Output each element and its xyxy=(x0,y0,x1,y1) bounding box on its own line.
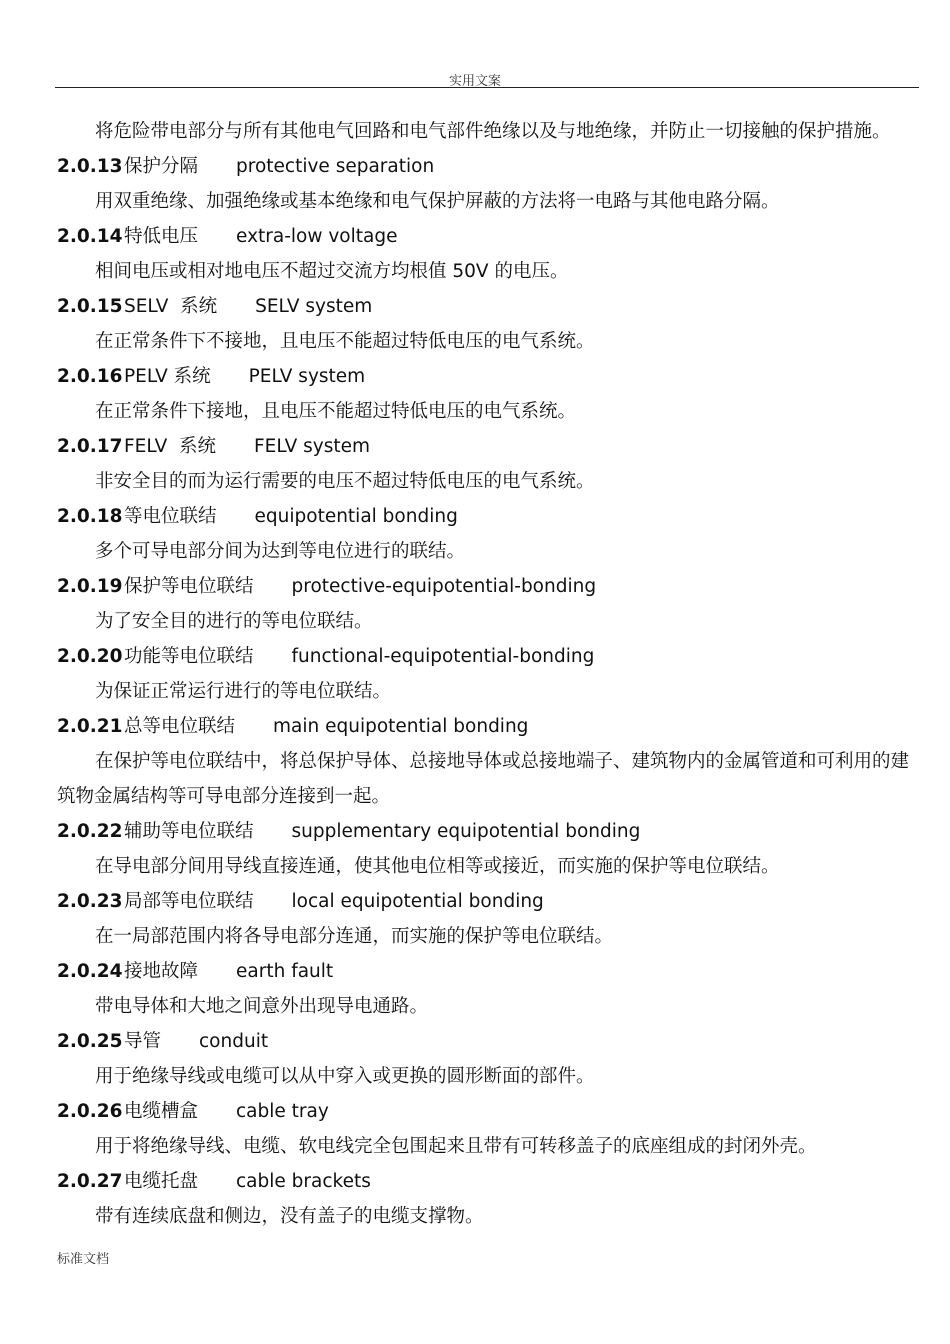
term-number: 2.0.26 xyxy=(57,1101,123,1122)
term-english: conduit xyxy=(199,1031,269,1052)
term-heading xyxy=(57,1024,919,1059)
term-chinese: 总等电位联结 xyxy=(124,716,236,737)
term-english: cable tray xyxy=(236,1101,329,1122)
term-definition: 用双重绝缘、加强绝缘或基本绝缘和电气保护屏蔽的方法将一电路与其他电路分隔。 xyxy=(95,191,780,212)
term-heading xyxy=(57,429,919,464)
term-chinese: 等电位联结 xyxy=(124,506,217,527)
term-english: local equipotential bonding xyxy=(291,891,544,912)
term-number: 2.0.15 xyxy=(57,296,123,317)
term-number: 2.0.16 xyxy=(57,366,123,387)
term-english: earth fault xyxy=(236,961,334,982)
page-footer: 标准文档 xyxy=(57,1252,110,1267)
term-definition: 在正常条件下不接地，且电压不能超过特低电压的电气系统。 xyxy=(95,331,595,352)
term-definition: 为了安全目的进行的等电位联结。 xyxy=(95,611,373,632)
term-chinese: 局部等电位联结 xyxy=(124,891,254,912)
term-definition: 在导电部分间用导线直接连通，使其他电位相等或接近，而实施的保护等电位联结。 xyxy=(95,856,780,877)
term-english: extra-low voltage xyxy=(236,226,398,247)
term-heading xyxy=(57,1164,919,1199)
term-heading xyxy=(57,569,919,604)
term-english: SELV system xyxy=(255,296,373,317)
term-number: 2.0.18 xyxy=(57,506,123,527)
term-chinese: 功能等电位联结 xyxy=(124,646,254,667)
term-number: 2.0.19 xyxy=(57,576,123,597)
term-english: PELV system xyxy=(248,366,366,387)
term-english: protective-equipotential-bonding xyxy=(291,576,597,597)
term-chinese: 电缆托盘 xyxy=(124,1171,199,1192)
term-number: 2.0.13 xyxy=(57,156,123,177)
term-english: cable brackets xyxy=(236,1171,371,1192)
term-number: 2.0.27 xyxy=(57,1171,123,1192)
term-heading xyxy=(57,1094,919,1129)
term-number: 2.0.17 xyxy=(57,436,123,457)
term-english: equipotential bonding xyxy=(254,506,458,527)
term-english: supplementary equipotential bonding xyxy=(291,821,641,842)
term-definition: 用于绝缘导线或电缆可以从中穿入或更换的圆形断面的部件。 xyxy=(95,1066,595,1087)
page-header: 实用文案 xyxy=(448,74,501,89)
term-chinese: 接地故障 xyxy=(124,961,199,982)
term-number: 2.0.20 xyxy=(57,646,123,667)
header-rule xyxy=(55,87,919,88)
term-heading xyxy=(57,289,919,324)
term-definition: 在保护等电位联结中，将总保护导体、总接地导体或总接地端子、建筑物内的金属管道和可利用的建筑物金属结构等可导电部分连接到一起。 xyxy=(57,751,910,807)
term-chinese: SELV 系统 xyxy=(124,296,218,317)
term-english: functional-equipotential-bonding xyxy=(291,646,595,667)
term-chinese: 辅助等电位联结 xyxy=(124,821,254,842)
term-definition: 带电导体和大地之间意外出现导电通路。 xyxy=(95,996,429,1017)
term-definition: 用于将绝缘导线、电缆、软电线完全包围起来且带有可转移盖子的底座组成的封闭外壳。 xyxy=(95,1136,817,1157)
document-body xyxy=(57,114,919,1234)
term-number: 2.0.22 xyxy=(57,821,123,842)
term-heading xyxy=(57,639,919,674)
term-heading xyxy=(57,709,919,744)
term-number: 2.0.25 xyxy=(57,1031,123,1052)
term-chinese: 保护分隔 xyxy=(124,156,199,177)
term-chinese: 电缆槽盒 xyxy=(124,1101,199,1122)
term-heading xyxy=(57,499,919,534)
term-heading xyxy=(57,884,919,919)
term-definition: 相间电压或相对地电压不超过交流方均根值 50V 的电压。 xyxy=(95,261,569,282)
term-chinese: PELV 系统 xyxy=(124,366,211,387)
term-heading xyxy=(57,954,919,989)
term-heading xyxy=(57,219,919,254)
term-heading xyxy=(57,149,919,184)
term-definition: 带有连续底盘和侧边，没有盖子的电缆支撑物。 xyxy=(95,1206,484,1227)
intro-paragraph: 将危险带电部分与所有其他电气回路和电气部件绝缘以及与地绝缘，并防止一切接触的保护措施。 xyxy=(95,121,891,142)
term-english: protective separation xyxy=(236,156,435,177)
term-number: 2.0.23 xyxy=(57,891,123,912)
term-english: main equipotential bonding xyxy=(273,716,529,737)
term-chinese: 保护等电位联结 xyxy=(124,576,254,597)
term-number: 2.0.14 xyxy=(57,226,123,247)
term-definition: 在正常条件下接地，且电压不能超过特低电压的电气系统。 xyxy=(95,401,577,422)
terms-list xyxy=(57,149,919,1234)
term-definition: 在一局部范围内将各导电部分连通，而实施的保护等电位联结。 xyxy=(95,926,614,947)
term-definition: 非安全目的而为运行需要的电压不超过特低电压的电气系统。 xyxy=(95,471,595,492)
term-number: 2.0.24 xyxy=(57,961,123,982)
term-english: FELV system xyxy=(254,436,371,457)
term-definition: 多个可导电部分间为达到等电位进行的联结。 xyxy=(95,541,466,562)
term-number: 2.0.21 xyxy=(57,716,123,737)
term-chinese: 特低电压 xyxy=(124,226,199,247)
term-chinese: 导管 xyxy=(124,1031,162,1052)
term-heading xyxy=(57,814,919,849)
term-heading xyxy=(57,359,919,394)
term-chinese: FELV 系统 xyxy=(124,436,217,457)
term-definition: 为保证正常运行进行的等电位联结。 xyxy=(95,681,392,702)
